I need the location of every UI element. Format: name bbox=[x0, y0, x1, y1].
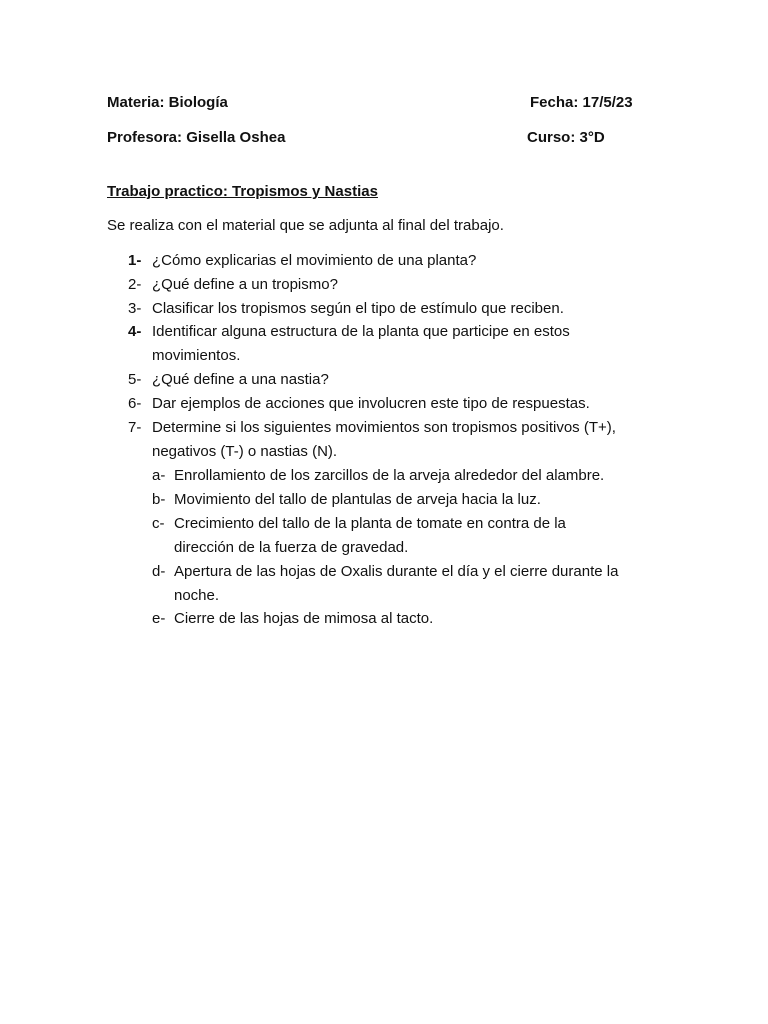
subitem-letter: a- bbox=[152, 467, 166, 484]
question-text: Identificar alguna estructura de la planta que participe en estos bbox=[152, 323, 570, 340]
question-number: 3- bbox=[128, 300, 142, 317]
subitem-letter: b- bbox=[152, 491, 166, 508]
subitem-letter: d- bbox=[152, 563, 166, 580]
question-text: Determine si los siguientes movimientos son tropismos positivos (T+), bbox=[152, 419, 616, 436]
subitem-letter: e- bbox=[152, 610, 166, 627]
teacher-label: Profesora: Gisella Oshea bbox=[107, 129, 286, 146]
subitem-text: Apertura de las hojas de Oxalis durante el día y el cierre durante la bbox=[174, 563, 619, 580]
subitem-text-continued: noche. bbox=[174, 587, 220, 604]
question-text: ¿Qué define a un tropismo? bbox=[152, 276, 338, 293]
question-number: 4- bbox=[128, 323, 142, 340]
assignment-title: Trabajo practico: Tropismos y Nastias bbox=[107, 183, 378, 200]
question-2 bbox=[128, 273, 338, 297]
question-text: ¿Cómo explicarias el movimiento de una planta? bbox=[152, 252, 477, 269]
question-text-continued: negativos (T-) o nastias (N). bbox=[152, 443, 338, 460]
subitem-b bbox=[152, 488, 541, 512]
subitem-text: Crecimiento del tallo de la planta de tomate en contra de la bbox=[174, 515, 566, 532]
subitem-text: Cierre de las hojas de mimosa al tacto. bbox=[174, 610, 434, 627]
question-4 bbox=[128, 320, 570, 368]
subitem-text: Movimiento del tallo de plantulas de arveja hacia la luz. bbox=[174, 491, 541, 508]
course-label: Curso: 3°D bbox=[527, 129, 605, 146]
subitem-c bbox=[152, 512, 566, 560]
question-1 bbox=[128, 249, 476, 273]
subject-label: Materia: Biología bbox=[107, 94, 228, 111]
subitem-letter: c- bbox=[152, 515, 165, 532]
question-7 bbox=[128, 416, 616, 464]
subitem-e bbox=[152, 607, 433, 631]
question-number: 2- bbox=[128, 276, 142, 293]
subitem-text: Enrollamiento de los zarcillos de la arveja alrededor del alambre. bbox=[174, 467, 605, 484]
date-label: Fecha: 17/5/23 bbox=[530, 94, 633, 111]
question-number: 6- bbox=[128, 395, 142, 412]
subitem-text-continued: dirección de la fuerza de gravedad. bbox=[174, 539, 409, 556]
question-number: 7- bbox=[128, 419, 142, 436]
question-number: 1- bbox=[128, 252, 142, 269]
question-text: Clasificar los tropismos según el tipo de estímulo que reciben. bbox=[152, 300, 564, 317]
question-number: 5- bbox=[128, 371, 142, 388]
question-text: ¿Qué define a una nastia? bbox=[152, 371, 329, 388]
question-text-continued: movimientos. bbox=[152, 347, 241, 364]
question-5 bbox=[128, 368, 329, 392]
subitem-d bbox=[152, 560, 618, 608]
question-6 bbox=[128, 392, 590, 416]
subitem-a bbox=[152, 464, 604, 488]
question-text: Dar ejemplos de acciones que involucren este tipo de respuestas. bbox=[152, 395, 590, 412]
question-3 bbox=[128, 297, 564, 321]
intro-text: Se realiza con el material que se adjunta al final del trabajo. bbox=[107, 217, 504, 234]
